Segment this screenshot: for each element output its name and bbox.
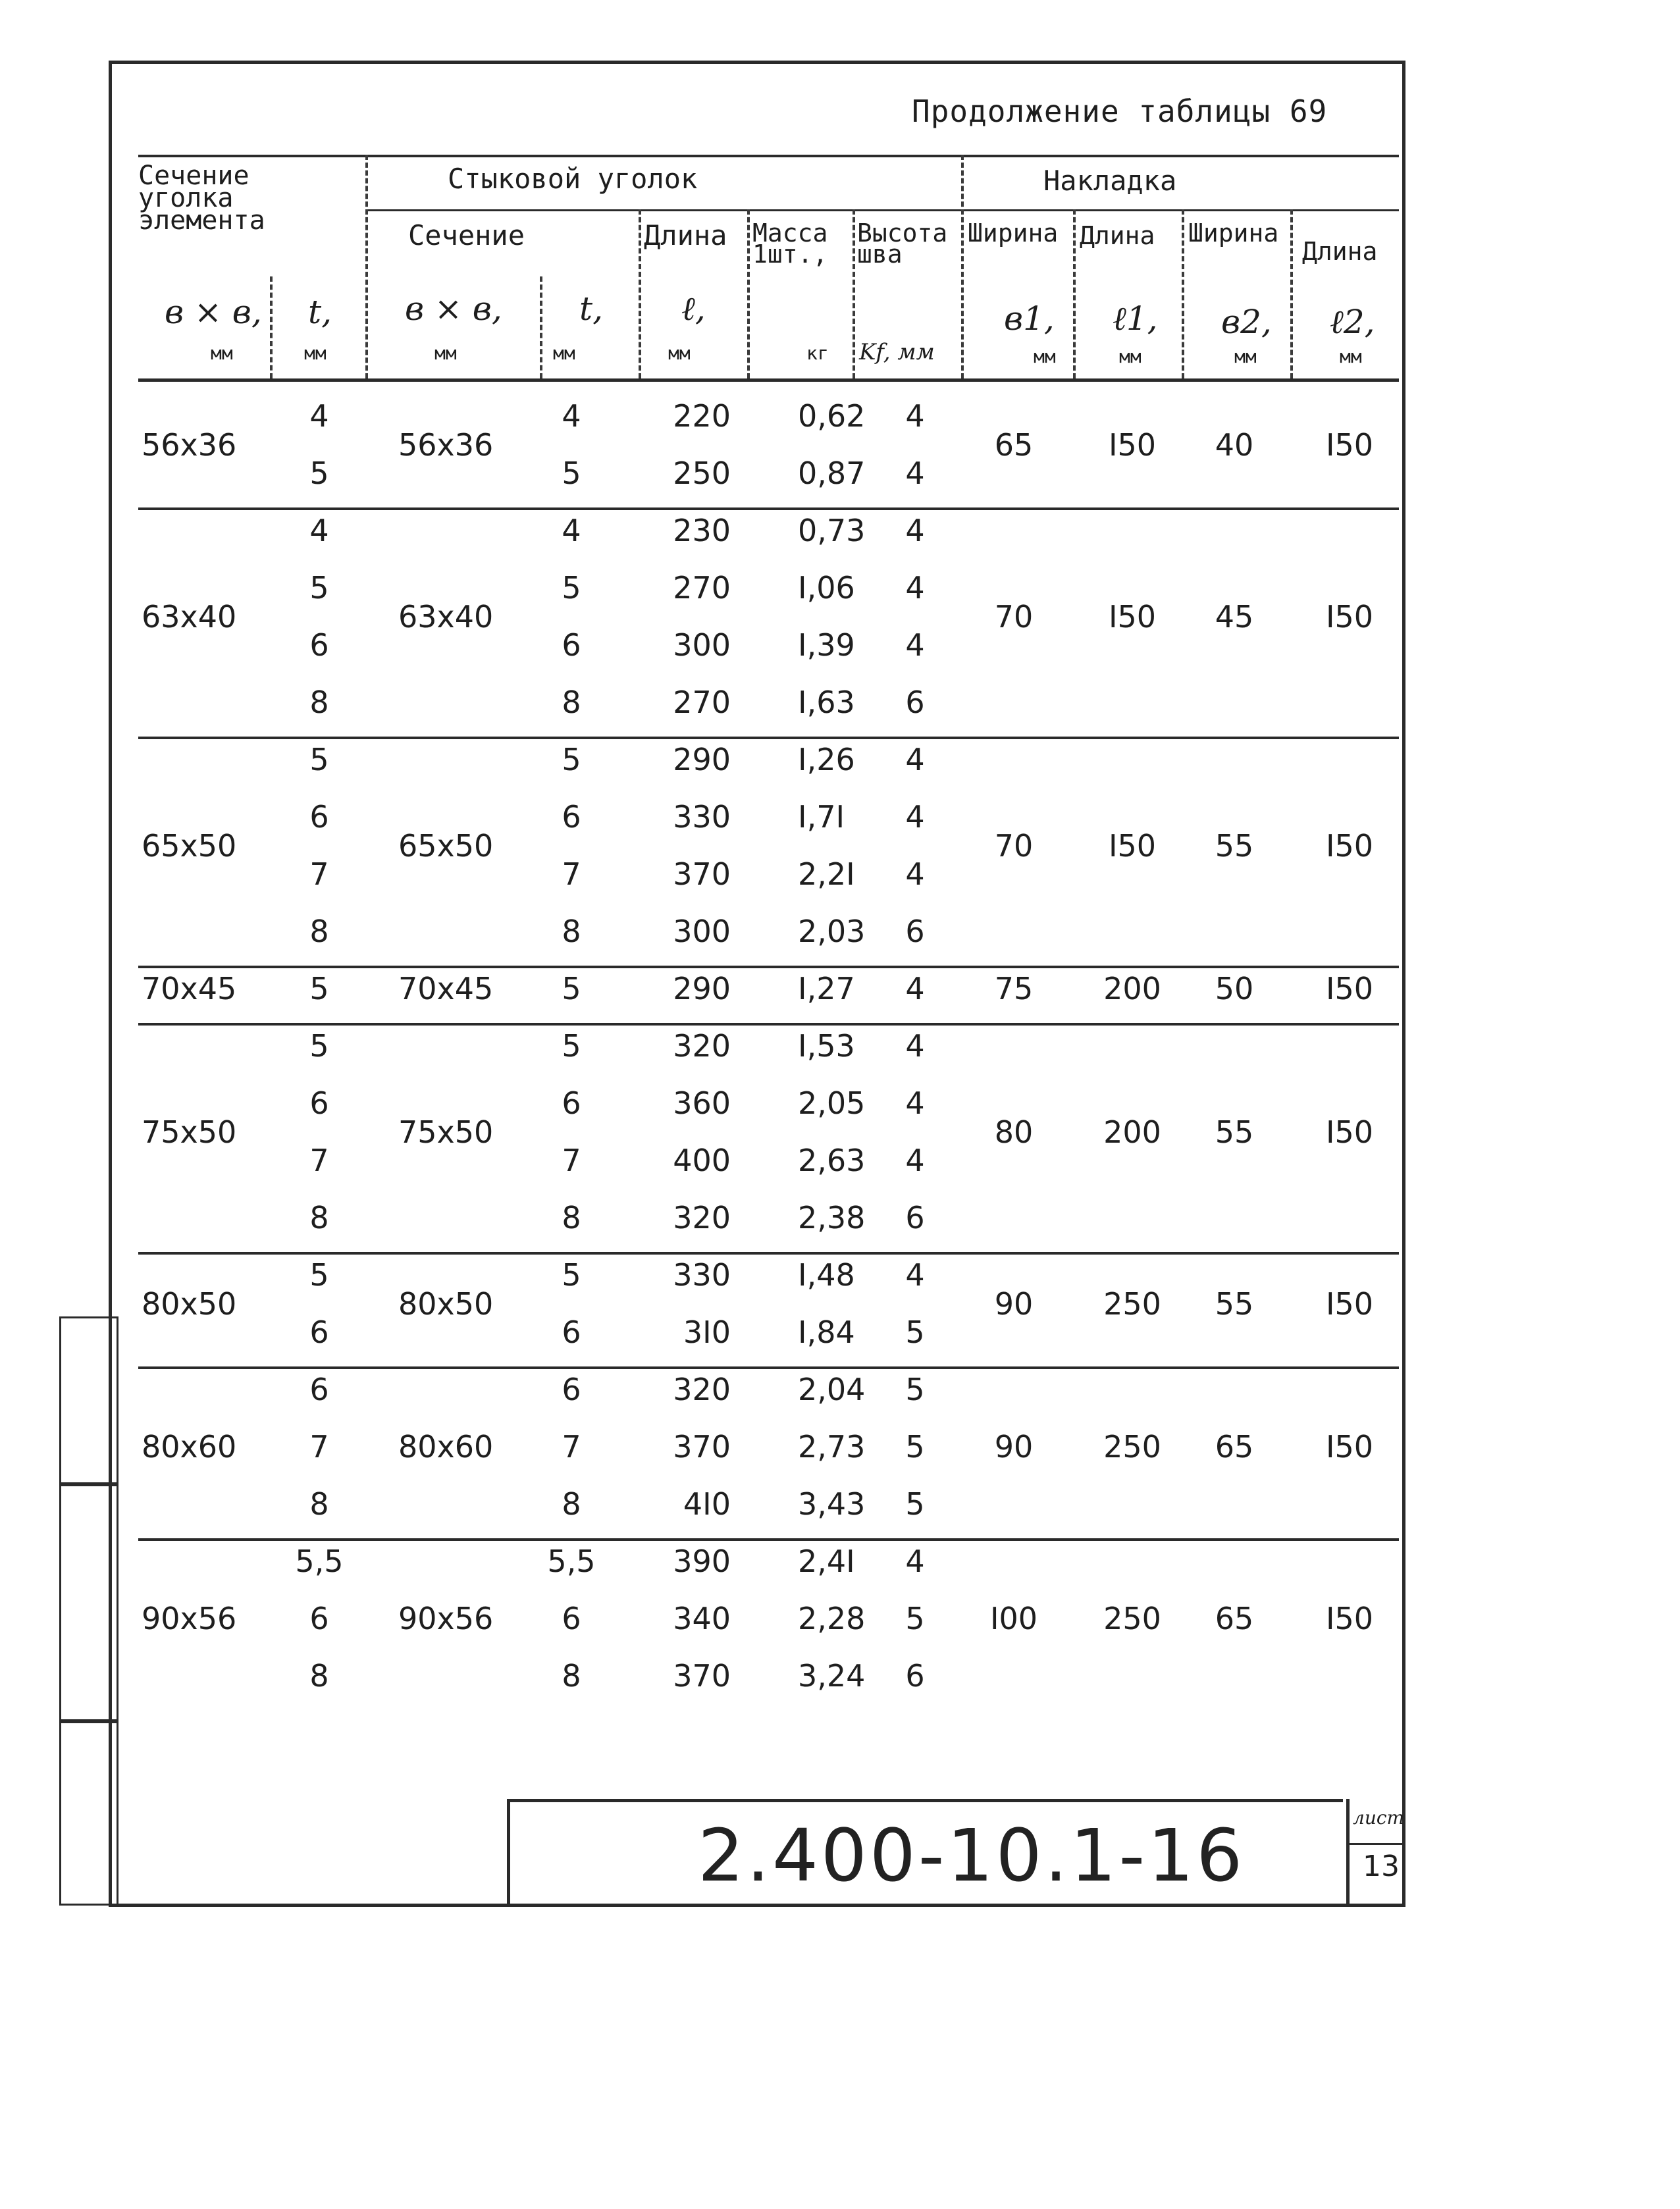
sym-t: t, — [308, 293, 332, 331]
plate-value: 50 — [1215, 971, 1254, 1006]
splice-section: 70x45 — [398, 971, 494, 1006]
splice-section: 80x50 — [398, 1286, 494, 1322]
mass: 3,24 — [798, 1658, 866, 1694]
thickness: 6 — [309, 1601, 329, 1636]
length: 370 — [673, 1429, 731, 1465]
sym-bxb-splice: в × в, — [405, 290, 502, 328]
plate-value: I50 — [1325, 1114, 1374, 1150]
weld-height: 4 — [905, 627, 925, 663]
length: 230 — [673, 513, 731, 548]
plate-value: 90 — [994, 1286, 1034, 1322]
weld-height: 4 — [905, 742, 925, 777]
plate-value: I50 — [1325, 427, 1374, 463]
header-splice-angle: Стыковой уголок — [448, 163, 698, 195]
thickness: 5 — [309, 1028, 329, 1064]
header-sep — [270, 276, 273, 378]
mass: 2,73 — [798, 1429, 866, 1465]
mass: I,7I — [798, 799, 845, 835]
splice-section: 90x56 — [398, 1601, 494, 1636]
plate-value: 75 — [994, 971, 1034, 1006]
weld-height: 6 — [905, 685, 925, 720]
plate-value: 40 — [1215, 427, 1254, 463]
header-width1: Ширина — [968, 219, 1059, 247]
weld-height: 4 — [905, 1028, 925, 1064]
group-separator — [138, 737, 1399, 739]
group-separator — [138, 1252, 1399, 1255]
plate-value: 90 — [994, 1429, 1034, 1465]
plate-value: 200 — [1103, 971, 1161, 1006]
splice-thickness: 6 — [562, 627, 581, 663]
group-separator — [138, 1538, 1399, 1541]
thickness: 7 — [309, 856, 329, 892]
sym-b2: в2, — [1221, 303, 1272, 341]
mass: I,48 — [798, 1257, 855, 1293]
header-sep — [1073, 209, 1076, 378]
unit-kg: кг — [806, 342, 829, 364]
unit-mm: мм — [1234, 346, 1257, 367]
header-length: Длина — [644, 219, 727, 251]
unit-mm: мм — [434, 342, 457, 364]
sym-l: ℓ, — [681, 290, 706, 328]
thickness: 8 — [309, 685, 329, 720]
length: 270 — [673, 570, 731, 606]
header-length1: Длина — [1080, 221, 1155, 250]
length: 370 — [673, 1658, 731, 1694]
header-element-section: Сечение уголка элемента — [138, 161, 265, 236]
splice-thickness: 8 — [562, 1200, 581, 1235]
thickness: 6 — [309, 1085, 329, 1121]
splice-section: 80x60 — [398, 1429, 494, 1465]
weld-height: 4 — [905, 455, 925, 491]
mass: I,27 — [798, 971, 855, 1006]
sheet-label: лист — [1353, 1807, 1405, 1829]
splice-thickness: 4 — [562, 513, 581, 548]
element-section: 90x56 — [142, 1601, 237, 1636]
document-code: 2.400-10.1-16 — [698, 1813, 1246, 1898]
splice-thickness: 4 — [562, 398, 581, 434]
length: 320 — [673, 1028, 731, 1064]
splice-thickness: 7 — [562, 856, 581, 892]
plate-value: 65 — [994, 427, 1034, 463]
thickness: 6 — [309, 799, 329, 835]
plate-value: 65 — [1215, 1429, 1254, 1465]
weld-height: 4 — [905, 1257, 925, 1293]
splice-thickness: 5,5 — [547, 1544, 596, 1579]
group-separator — [138, 1023, 1399, 1026]
length: 360 — [673, 1085, 731, 1121]
weld-height: 4 — [905, 1143, 925, 1178]
thickness: 8 — [309, 914, 329, 949]
group-separator — [138, 507, 1399, 510]
sym-kf: Kf, мм — [859, 339, 935, 365]
mass: I,53 — [798, 1028, 855, 1064]
splice-thickness: 5 — [562, 1257, 581, 1293]
splice-section: 56x36 — [398, 427, 494, 463]
splice-thickness: 7 — [562, 1429, 581, 1465]
sheet-box-divider — [1346, 1843, 1405, 1845]
plate-value: I50 — [1325, 598, 1374, 635]
thickness: 5 — [309, 1257, 329, 1293]
length: 390 — [673, 1544, 731, 1579]
mass: 0,62 — [798, 398, 866, 434]
header-section: Сечение — [408, 219, 525, 251]
thickness: 5 — [309, 455, 329, 491]
plate-value: I50 — [1325, 1601, 1374, 1636]
thickness: 5,5 — [295, 1544, 344, 1579]
mass: 2,63 — [798, 1143, 866, 1178]
element-section: 80x60 — [142, 1429, 237, 1465]
mass: 2,28 — [798, 1601, 866, 1636]
group-separator — [138, 1366, 1399, 1369]
mass: 2,03 — [798, 914, 866, 949]
splice-thickness: 6 — [562, 1085, 581, 1121]
plate-value: I50 — [1108, 427, 1157, 463]
weld-height: 4 — [905, 971, 925, 1006]
splice-thickness: 6 — [562, 1601, 581, 1636]
mass: I,84 — [798, 1314, 855, 1350]
mass: 2,2I — [798, 856, 855, 892]
plate-value: 200 — [1103, 1114, 1161, 1150]
splice-thickness: 8 — [562, 914, 581, 949]
length: 300 — [673, 914, 731, 949]
unit-mm: мм — [1034, 346, 1056, 367]
splice-thickness: 5 — [562, 1028, 581, 1064]
plate-value: 65 — [1215, 1601, 1254, 1636]
unit-mm: мм — [668, 342, 691, 364]
splice-thickness: 7 — [562, 1143, 581, 1178]
mass: 2,38 — [798, 1200, 866, 1235]
weld-height: 4 — [905, 1544, 925, 1579]
mass: I,26 — [798, 742, 855, 777]
plate-value: 250 — [1103, 1286, 1161, 1322]
length: 3I0 — [683, 1314, 731, 1350]
header-sep — [1182, 209, 1184, 378]
length: 370 — [673, 856, 731, 892]
plate-value: I50 — [1325, 1286, 1374, 1322]
sheet-number: 13 — [1363, 1850, 1400, 1883]
splice-thickness: 5 — [562, 971, 581, 1006]
sym-bxb: в × в, — [165, 293, 262, 331]
weld-height: 6 — [905, 1658, 925, 1694]
mass: I,63 — [798, 685, 855, 720]
mass: 3,43 — [798, 1486, 866, 1522]
splice-thickness: 6 — [562, 1314, 581, 1350]
length: 330 — [673, 1257, 731, 1293]
length: 250 — [673, 455, 731, 491]
thickness: 8 — [309, 1658, 329, 1694]
thickness: 4 — [309, 513, 329, 548]
plate-value: 55 — [1215, 827, 1254, 864]
weld-height: 6 — [905, 914, 925, 949]
element-section: 70x45 — [142, 971, 237, 1006]
sym-t-splice: t, — [579, 290, 603, 328]
mass: I,06 — [798, 570, 855, 606]
splice-thickness: 5 — [562, 455, 581, 491]
mass: 2,04 — [798, 1372, 866, 1407]
length: 4I0 — [683, 1486, 731, 1522]
length: 290 — [673, 742, 731, 777]
length: 270 — [673, 685, 731, 720]
element-section: 56x36 — [142, 427, 237, 463]
margin-box — [59, 1721, 118, 1906]
thickness: 7 — [309, 1143, 329, 1178]
header-width2: Ширина — [1188, 219, 1279, 247]
element-section: 75x50 — [142, 1114, 237, 1150]
header-top-rule — [138, 155, 1399, 157]
unit-mm: мм — [1119, 346, 1142, 367]
header-sep — [639, 209, 641, 378]
plate-value: 55 — [1215, 1114, 1254, 1150]
splice-thickness: 5 — [562, 570, 581, 606]
plate-value: 80 — [994, 1114, 1034, 1150]
header-plate: Накладка — [1043, 165, 1177, 197]
weld-height: 5 — [905, 1372, 925, 1407]
header-bottom-rule — [138, 378, 1399, 382]
plate-value: I50 — [1108, 827, 1157, 864]
sym-l1: ℓ1, — [1113, 299, 1158, 338]
thickness: 6 — [309, 627, 329, 663]
sym-l2: ℓ2, — [1330, 303, 1375, 341]
header-sep — [747, 209, 750, 378]
unit-mm: мм — [304, 342, 327, 364]
weld-height: 4 — [905, 570, 925, 606]
header-mass: Масса 1шт., — [752, 219, 828, 269]
thickness: 6 — [309, 1314, 329, 1350]
unit-mm: мм — [553, 342, 575, 364]
weld-height: 5 — [905, 1601, 925, 1636]
margin-box — [59, 1316, 118, 1484]
length: 400 — [673, 1143, 731, 1178]
header-sub-rule — [365, 209, 1399, 211]
margin-box — [59, 1484, 118, 1721]
thickness: 8 — [309, 1200, 329, 1235]
splice-thickness: 6 — [562, 1372, 581, 1407]
plate-value: I50 — [1325, 1429, 1374, 1465]
drawing-frame — [109, 61, 1405, 1907]
splice-section: 63x40 — [398, 598, 494, 635]
thickness: 8 — [309, 1486, 329, 1522]
thickness: 5 — [309, 971, 329, 1006]
weld-height: 4 — [905, 1085, 925, 1121]
plate-value: 55 — [1215, 1286, 1254, 1322]
weld-height: 5 — [905, 1486, 925, 1522]
splice-thickness: 8 — [562, 685, 581, 720]
plate-value: 70 — [994, 598, 1034, 635]
mass: 0,73 — [798, 513, 866, 548]
header-sep — [853, 209, 855, 378]
length: 300 — [673, 627, 731, 663]
splice-section: 65x50 — [398, 827, 494, 864]
weld-height: 4 — [905, 513, 925, 548]
length: 330 — [673, 799, 731, 835]
element-section: 80x50 — [142, 1286, 237, 1322]
thickness: 5 — [309, 742, 329, 777]
sym-b1: в1, — [1004, 299, 1055, 338]
thickness: 5 — [309, 570, 329, 606]
group-separator — [138, 966, 1399, 968]
thickness: 7 — [309, 1429, 329, 1465]
element-section: 63x40 — [142, 598, 237, 635]
header-sep — [961, 155, 964, 378]
weld-height: 4 — [905, 799, 925, 835]
element-section: 65x50 — [142, 827, 237, 864]
length: 320 — [673, 1372, 731, 1407]
splice-thickness: 8 — [562, 1486, 581, 1522]
length: 220 — [673, 398, 731, 434]
mass: 2,4I — [798, 1544, 855, 1579]
weld-height: 4 — [905, 398, 925, 434]
thickness: 4 — [309, 398, 329, 434]
splice-thickness: 5 — [562, 742, 581, 777]
plate-value: I50 — [1108, 598, 1157, 635]
mass: I,39 — [798, 627, 855, 663]
thickness: 6 — [309, 1372, 329, 1407]
weld-height: 5 — [905, 1314, 925, 1350]
plate-value: I50 — [1325, 827, 1374, 864]
header-weld-height: Высота шва — [857, 219, 948, 269]
plate-value: 250 — [1103, 1429, 1161, 1465]
plate-value: I50 — [1325, 971, 1374, 1006]
header-length2: Длина — [1302, 237, 1378, 266]
plate-value: 45 — [1215, 598, 1254, 635]
table-caption: Продолжение таблицы 69 — [912, 93, 1328, 129]
length: 340 — [673, 1601, 731, 1636]
header-sep — [540, 276, 542, 378]
length: 320 — [673, 1200, 731, 1235]
mass: 2,05 — [798, 1085, 866, 1121]
weld-height: 5 — [905, 1429, 925, 1465]
splice-thickness: 8 — [562, 1658, 581, 1694]
mass: 0,87 — [798, 455, 866, 491]
plate-value: 70 — [994, 827, 1034, 864]
header-sep — [365, 155, 368, 378]
unit-mm: мм — [211, 342, 233, 364]
length: 290 — [673, 971, 731, 1006]
splice-thickness: 6 — [562, 799, 581, 835]
weld-height: 4 — [905, 856, 925, 892]
weld-height: 6 — [905, 1200, 925, 1235]
splice-section: 75x50 — [398, 1114, 494, 1150]
plate-value: 250 — [1103, 1601, 1161, 1636]
header-sep — [1290, 209, 1293, 378]
unit-mm: мм — [1340, 346, 1362, 367]
plate-value: I00 — [989, 1601, 1038, 1636]
